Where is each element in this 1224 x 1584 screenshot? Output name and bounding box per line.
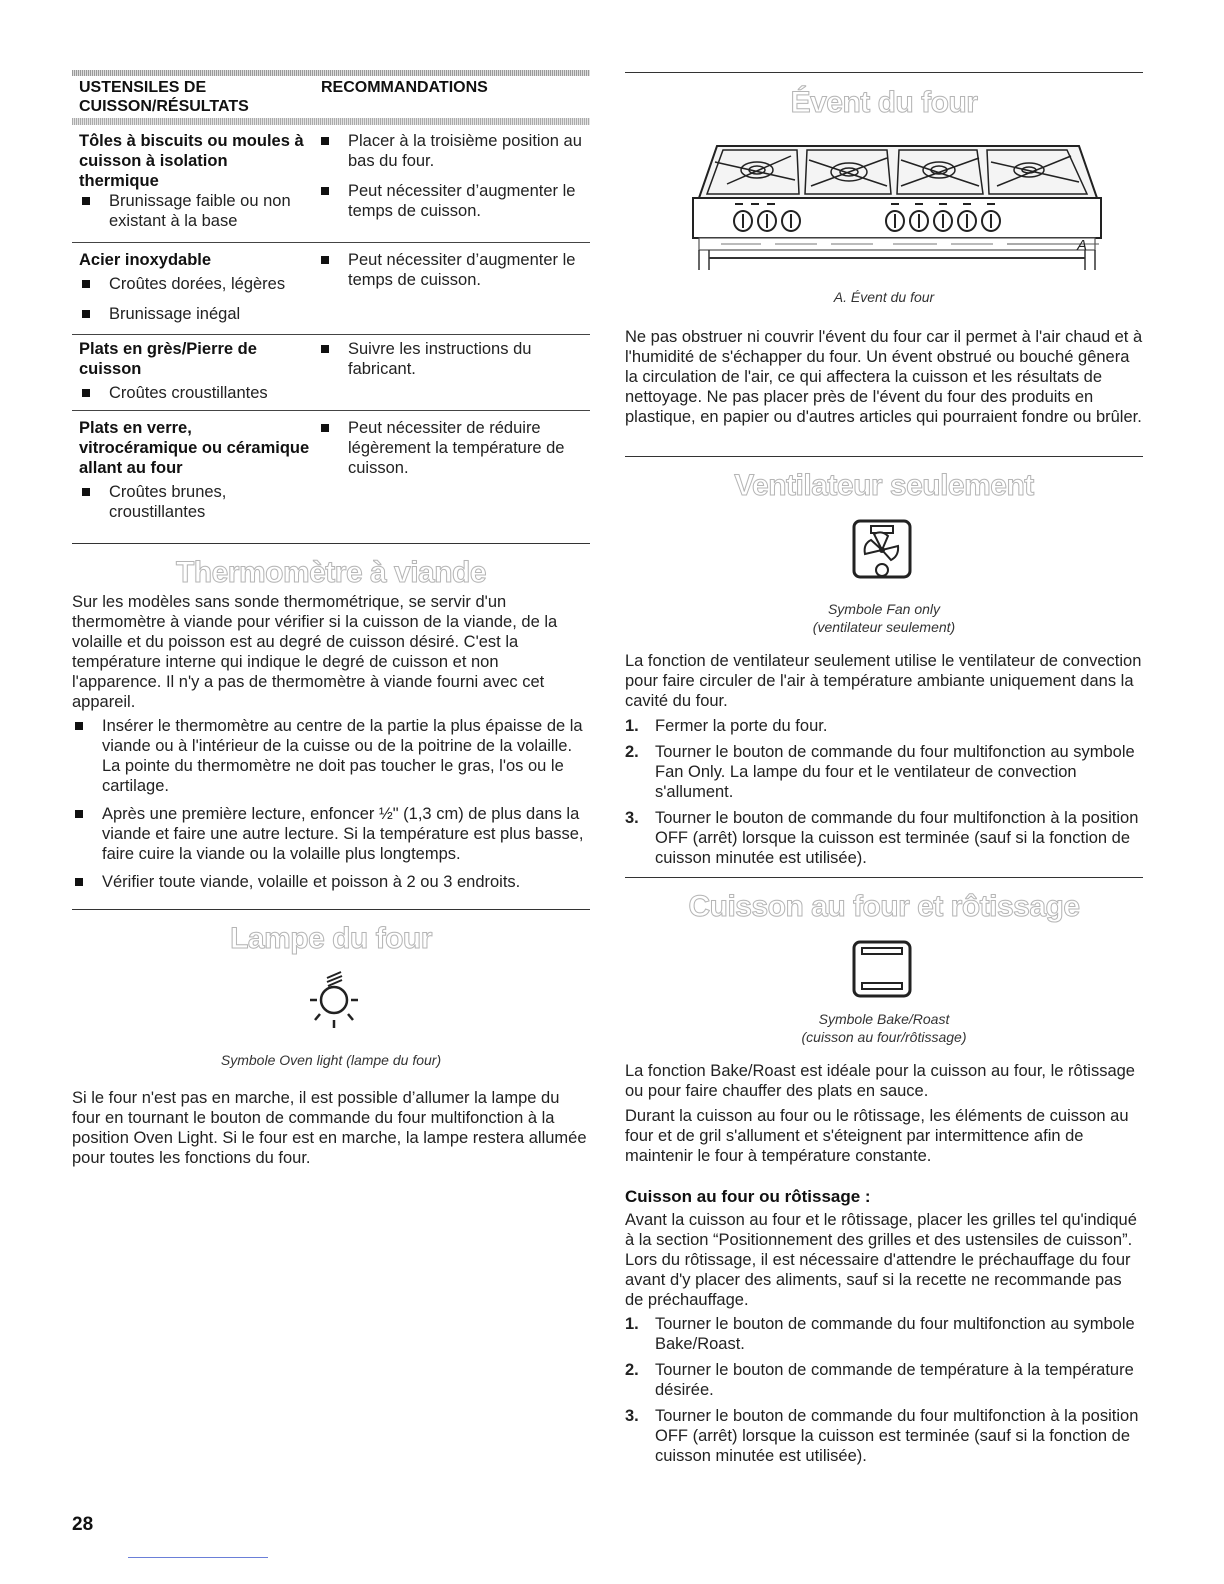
- section-rule: [625, 877, 1143, 878]
- row-rec: Peut nécessiter d’augmenter le temps de cuisson.: [318, 181, 588, 221]
- list-item: [625, 808, 1143, 868]
- step-number: 1.: [625, 717, 639, 735]
- page-number: 28: [72, 1514, 94, 1535]
- list-item: [625, 742, 1143, 802]
- lampe-text: Si le four n'est pas en marche, il est possible d’allumer la lampe du four en tournant le bouton de commande du four multifonction à la position Oven Light. Si le four est en marche, la lampe restera allumée pour toutes les fonctions du four.: [72, 1089, 587, 1167]
- section-title-cuisson: Cuisson au four et rôtissage: [688, 890, 1080, 923]
- bake-roast-caption-2: (cuisson au four/rôtissage): [801, 1029, 967, 1045]
- bake-roast-icon: [851, 939, 913, 999]
- section-rule: [72, 543, 590, 544]
- step-text: Tourner le bouton de commande du four multifonction au symbole Bake/Roast.: [655, 1315, 1135, 1353]
- cuisson-p2: Durant la cuisson au four ou le rôtissage, les éléments de cuisson au four et de gril s'allument et s'éteignent par intermittence afin de maintenir le four à température constante.: [625, 1107, 1129, 1165]
- table-row-recs: [318, 418, 588, 478]
- table-row-recs: [318, 131, 588, 221]
- event-text: Ne pas obstruer ni couvrir l'évent du four car il permet à l'air chaud et à l'humidité de s'échapper du four. Un évent obstrué ou bouché gênera la circulation de l'air, ce qui affectera la cuisson et les résultats de nettoyage. Ne pas placer près de l'évent du four des produits en plastique, en papier ou d'autres articles qui pourraient fondre ou brûler.: [625, 328, 1143, 426]
- row-rec: Peut nécessiter de réduire légèrement la température de cuisson.: [318, 418, 588, 478]
- row-title: Acier inoxydable: [79, 251, 212, 269]
- ventilateur-intro: La fonction de ventilateur seulement utilise le ventilateur de convection pour faire circuler de l'air à température ambiante uniquement dans la cavité du four.: [625, 652, 1142, 710]
- row-title: Plats en verre, vitrocéramique ou céramique allant au four: [79, 419, 310, 477]
- thermometre-bullets: [72, 716, 590, 892]
- table-top-rule: [72, 70, 590, 76]
- step-number: 2.: [625, 743, 639, 761]
- row-result: Brunissage inégal: [79, 304, 311, 324]
- oven-light-caption: Symbole Oven light (lampe du four): [220, 1052, 442, 1068]
- range-vent-diagram: [687, 140, 1107, 272]
- fan-only-caption-1: Symbole Fan only: [827, 601, 941, 617]
- thermometre-intro: Sur les modèles sans sonde thermométrique, se servir d'un thermomètre à viande pour vérifier si la cuisson de la viande, de la volaille et du poisson est au degré de cuisson désiré. C'est la température interne qui indique le degré de cuisson et non l'apparence. Il n'y a pas de thermomètre à viande fourni avec cet appareil.: [72, 593, 558, 711]
- section-rule: [625, 456, 1143, 457]
- section-title-ventilateur: Ventilateur seulement: [734, 469, 1034, 502]
- step-text: Tourner le bouton de commande du four multifonction à la position OFF (arrêt) lorsque la cuisson est terminée (sauf si la fonction de cuisson minutée est utilisée).: [655, 1407, 1139, 1465]
- step-text: Tourner le bouton de commande du four multifonction à la position OFF (arrêt) lorsque la cuisson est terminée (sauf si la fonction de cuisson minutée est utilisée).: [655, 809, 1139, 867]
- step-number: 1.: [625, 1315, 639, 1333]
- table-row-recs: [318, 339, 588, 379]
- oven-light-icon: [302, 968, 366, 1036]
- row-result: Croûtes brunes, croustillantes: [79, 482, 311, 522]
- table-row-recs: [318, 250, 588, 290]
- table-row: [79, 131, 311, 231]
- list-item: [625, 1314, 1143, 1354]
- row-rec: Peut nécessiter d’augmenter le temps de cuisson.: [318, 250, 588, 290]
- step-number: 3.: [625, 1407, 639, 1425]
- row-rec: Placer à la troisième position au bas du four.: [318, 131, 588, 171]
- table-header-rule: [72, 118, 590, 125]
- row-result: Croûtes dorées, légères: [79, 274, 311, 294]
- section-rule: [72, 909, 590, 910]
- cuisson-p1: La fonction Bake/Roast est idéale pour la cuisson au four, le rôtissage ou pour faire chauffer des plats en sauce.: [625, 1062, 1135, 1100]
- list-item: Après une première lecture, enfoncer ½" (1,3 cm) de plus dans la viande et faire une autre lecture. Si la température est plus basse, faire cuire la viande ou la volaille plus longtemps.: [72, 804, 590, 864]
- fan-only-icon: [851, 518, 913, 582]
- fan-only-caption-2: (ventilateur seulement): [812, 619, 956, 635]
- table-row: [79, 339, 311, 403]
- list-item: [625, 1360, 1143, 1400]
- bake-roast-caption-1: Symbole Bake/Roast: [818, 1011, 950, 1027]
- vent-label-a: A: [1077, 237, 1088, 254]
- row-title: Plats en grès/Pierre de cuisson: [79, 340, 257, 378]
- table-row: [79, 250, 311, 324]
- vent-caption: A. Évent du four: [833, 289, 935, 305]
- table-header-cookware: USTENSILES DE CUISSON/RÉSULTATS: [79, 79, 249, 115]
- row-divider: [72, 334, 590, 335]
- table-row: [79, 418, 311, 522]
- cuisson-p3: Avant la cuisson au four et le rôtissage, placer les grilles tel qu'indiqué à la section “Positionnement des grilles et des ustensiles de cuisson”. Lors du rôtissage, il est nécessaire d'attendre le préchauffage du four avant d'y placer des aliments, sauf si la recette ne recommande pas de préchauffage.: [625, 1211, 1137, 1309]
- step-text: Fermer la porte du four.: [655, 717, 828, 735]
- row-divider: [72, 410, 590, 411]
- list-item: Insérer le thermomètre au centre de la partie la plus épaisse de la viande ou à l'intérieur de la cuisse ou de la poitrine de la volaille. La pointe du thermomètre ne doit pas toucher le gras, l'os ou le cartilage.: [72, 716, 590, 796]
- footer-rule: [128, 1557, 268, 1558]
- step-number: 3.: [625, 809, 639, 827]
- row-title: Tôles à biscuits ou moules à cuisson à isolation thermique: [79, 132, 304, 190]
- row-result: Brunissage faible ou non existant à la base: [79, 191, 311, 231]
- row-rec: Suivre les instructions du fabricant.: [318, 339, 588, 379]
- table-header-recommendations: RECOMMANDATIONS: [321, 79, 488, 96]
- cuisson-subheading: Cuisson au four ou rôtissage :: [625, 1187, 871, 1206]
- row-divider: [72, 242, 590, 243]
- step-text: Tourner le bouton de commande du four multifonction au symbole Fan Only. La lampe du four et le ventilateur de convection s'allument.: [655, 743, 1135, 801]
- cuisson-steps: [625, 1314, 1143, 1466]
- section-rule: [625, 72, 1143, 73]
- list-item: [625, 1406, 1143, 1466]
- section-title-lampe: Lampe du four: [230, 922, 432, 955]
- step-text: Tourner le bouton de commande de température à la température désirée.: [655, 1361, 1134, 1399]
- row-result: Croûtes croustillantes: [79, 383, 311, 403]
- section-title-event: Évent du four: [790, 86, 978, 119]
- list-item: Vérifier toute viande, volaille et poisson à 2 ou 3 endroits.: [72, 872, 590, 892]
- list-item: [625, 716, 1143, 736]
- ventilateur-steps: [625, 716, 1143, 868]
- section-title-thermometre: Thermomètre à viande: [175, 556, 487, 589]
- step-number: 2.: [625, 1361, 639, 1379]
